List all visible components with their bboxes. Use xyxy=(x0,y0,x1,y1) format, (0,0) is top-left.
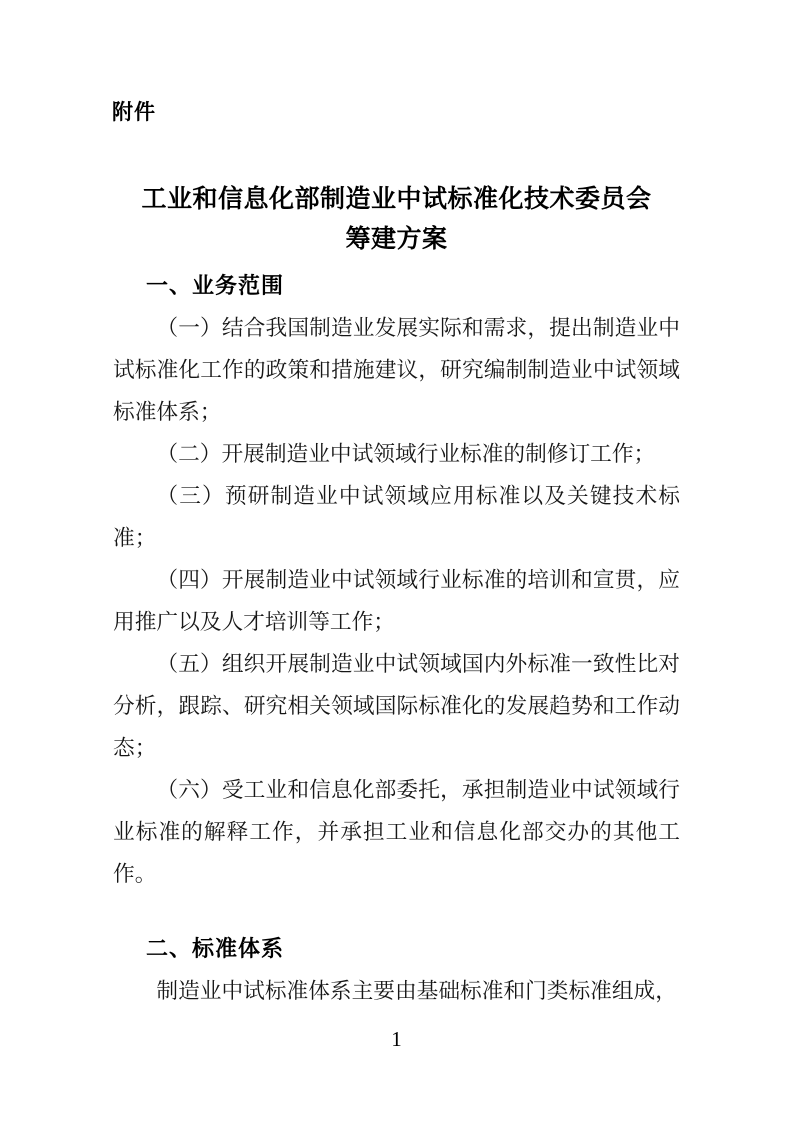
section-paragraphs xyxy=(113,970,680,1012)
page-number: 1 xyxy=(391,1027,402,1051)
body-paragraph: （五）组织开展制造业中试领域国内外标准一致性比对分析，跟踪、研究相关领域国际标准化的发展趋势和工作动态； xyxy=(113,652,680,760)
section-paragraphs xyxy=(113,307,680,895)
section-standard-system xyxy=(113,928,680,1012)
section-heading: 一、业务范围 xyxy=(146,273,285,298)
body-paragraph: （三）预研制造业中试领域应用标准以及关键技术标准； xyxy=(113,484,680,550)
body-paragraph: （一）结合我国制造业发展实际和需求，提出制造业中试标准化工作的政策和措施建议，研究编制制造业中试领域标准体系； xyxy=(113,316,680,424)
section-heading: 二、标准体系 xyxy=(146,936,285,961)
body-paragraph: （四）开展制造业中试领域行业标准的培训和宣贯，应用推广以及人才培训等工作； xyxy=(113,568,680,634)
title-line-2: 筹建方案 xyxy=(345,225,448,253)
document-title xyxy=(0,179,793,259)
title-line-1: 工业和信息化部制造业中试标准化技术委员会 xyxy=(141,185,652,213)
body-paragraph: 制造业中试标准体系主要由基础标准和门类标准组成， xyxy=(156,979,677,1003)
section-business-scope xyxy=(113,265,680,895)
body-paragraph: （二）开展制造业中试领域行业标准的制修订工作； xyxy=(156,442,656,466)
body-paragraph: （六）受工业和信息化部委托，承担制造业中试领域行业标准的解释工作，并承担工业和信息化部交办的其他工作。 xyxy=(113,778,680,886)
attachment-label: 附件 xyxy=(112,101,156,124)
